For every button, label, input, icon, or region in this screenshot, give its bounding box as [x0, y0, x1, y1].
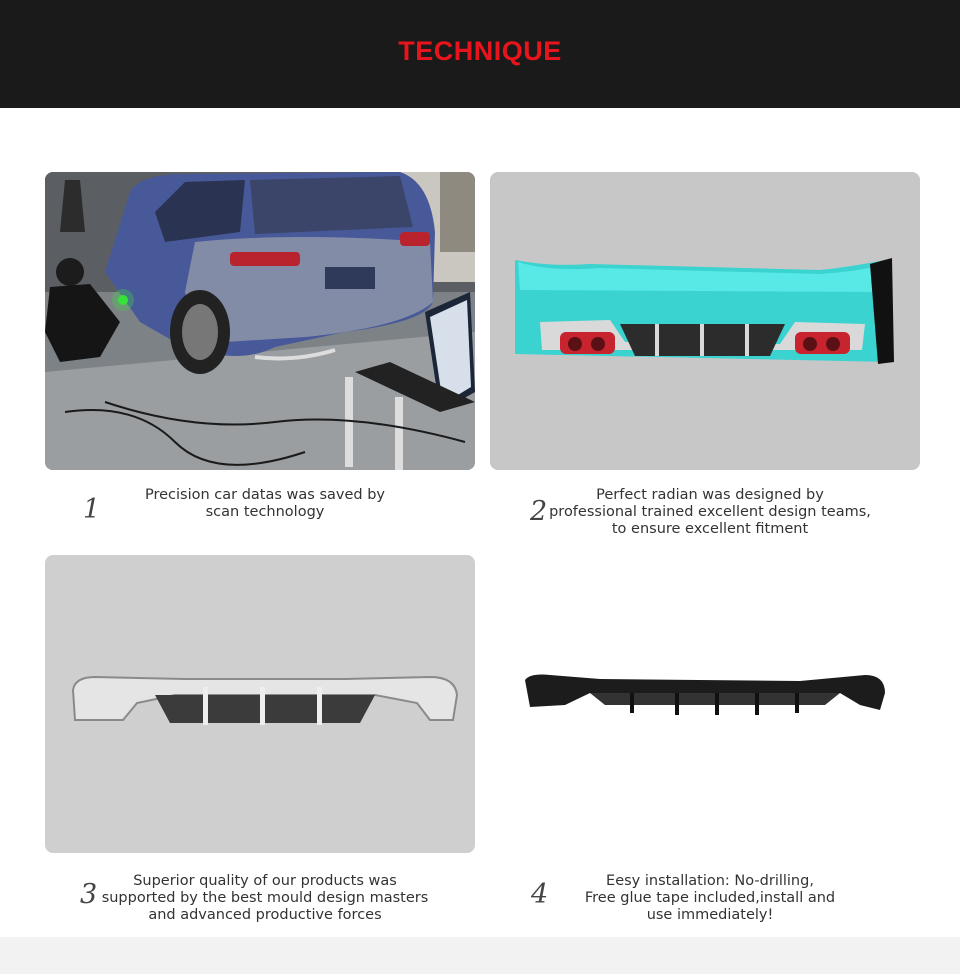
step-caption-3	[50, 873, 480, 924]
step-caption-2	[495, 487, 925, 538]
step-number-2: 2	[530, 496, 548, 527]
caption-line: Superior quality of our products was	[133, 873, 397, 889]
black-diffuser-product	[490, 555, 920, 853]
page-header	[0, 0, 960, 108]
step-caption-1	[50, 487, 480, 521]
footer-bar	[0, 937, 960, 974]
step-number-4: 4	[531, 879, 549, 910]
caption-line: Precision car datas was saved by	[144, 487, 385, 503]
diffuser-render-illustration	[45, 555, 475, 853]
caption-line: Perfect radian was designed by	[596, 487, 824, 503]
caption-line: supported by the best mould design masters	[101, 890, 429, 906]
caption-line: to ensure excellent fitment	[611, 521, 809, 537]
caption-line: Free glue tape included,install and	[584, 890, 836, 906]
car-scan-photo	[45, 172, 475, 470]
caption-line: and advanced productive forces	[148, 907, 382, 923]
caption-line: Eesy installation: No-drilling,	[606, 873, 814, 889]
diffuser-mould-render	[45, 555, 475, 853]
step-number-3: 3	[80, 879, 98, 910]
step-number-1: 1	[83, 494, 101, 525]
black-diffuser-illustration	[490, 555, 920, 853]
caption-line: scan technology	[205, 504, 325, 520]
car-scan-illustration	[45, 172, 475, 470]
page-title: TECHNIQUE	[398, 36, 562, 66]
bumper-3d-render	[490, 172, 920, 470]
caption-line: professional trained excellent design teams,	[549, 504, 871, 520]
bumper-render-illustration	[490, 172, 920, 470]
caption-line: use immediately!	[646, 907, 774, 923]
step-caption-4	[495, 873, 925, 924]
